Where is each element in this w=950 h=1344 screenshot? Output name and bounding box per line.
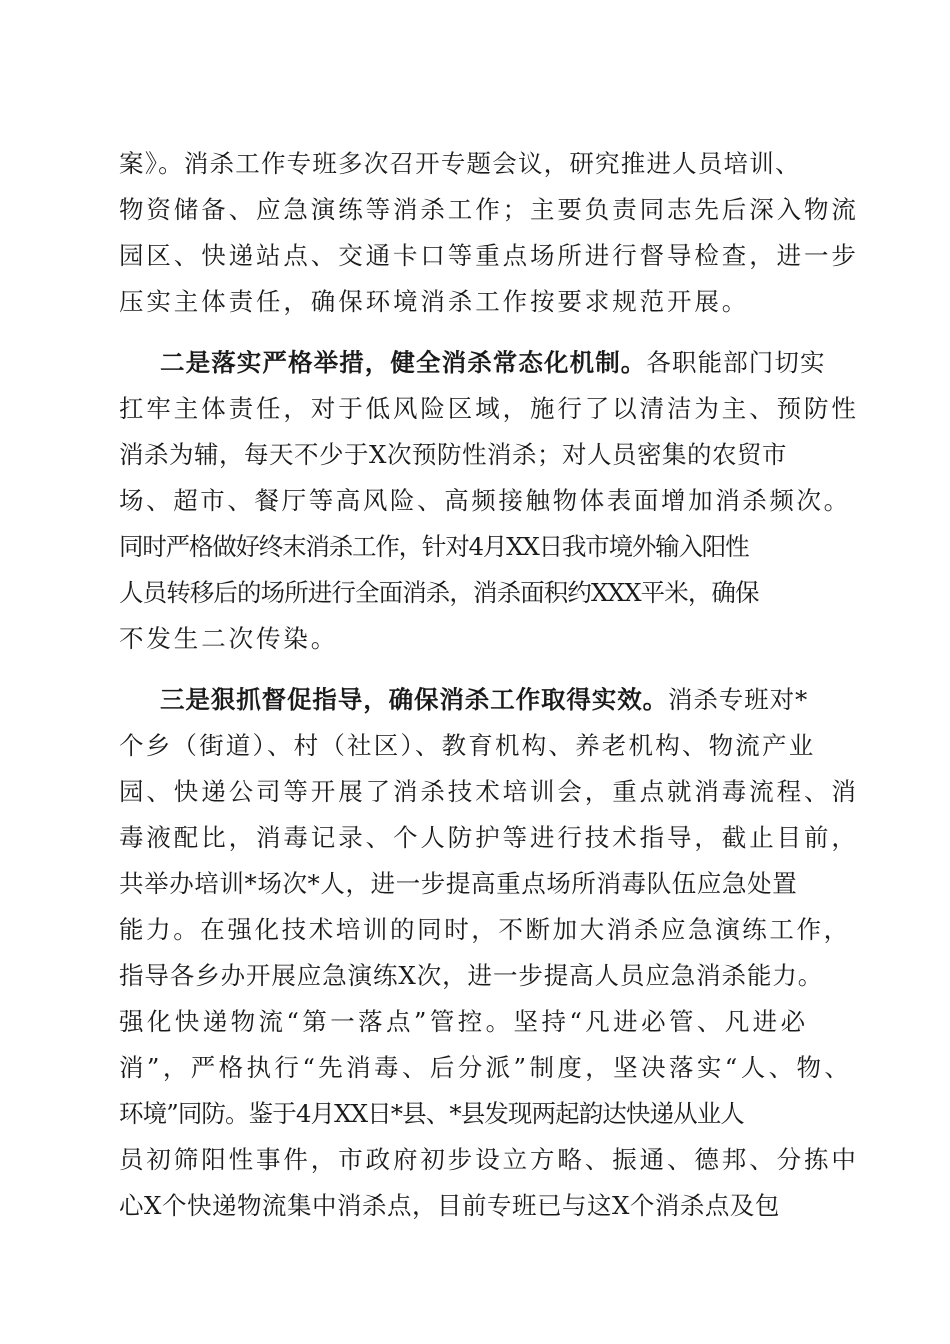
line-text: 共举办培训*场次*人，进一步提高重点场所消毒队伍应急处置 <box>119 869 798 898</box>
line-text: 指导各乡办开展应急演练X次，进一步提高人员应急消杀能力。 <box>119 961 824 990</box>
text-line <box>0 861 950 907</box>
line-text: 物资储备、应急演练等消杀工作；主要负责同志先后深入物流 <box>119 195 859 224</box>
text-line <box>0 386 950 432</box>
line-text: 案》。消杀工作专班多次召开专题会议，研究推进人员培训、 <box>119 149 801 178</box>
line-text: 园、快递公司等开展了消杀技术培训会，重点就消毒流程、消 <box>119 777 859 806</box>
text-line <box>0 907 950 953</box>
line-text: 扛牢主体责任，对于低风险区域，施行了以清洁为主、预防性 <box>119 394 859 423</box>
text-line <box>0 141 950 187</box>
line-text: 场、超市、餐厅等高风险、高频接触物体表面增加消杀频次。 <box>119 486 851 515</box>
text-line <box>0 340 950 386</box>
text-line <box>0 616 950 662</box>
line-text: 员初筛阳性事件，市政府初步设立方略、振通、德邦、分拣中 <box>119 1145 859 1174</box>
line-text: 园区、快递站点、交通卡口等重点场所进行督导检查，进一步 <box>119 241 859 270</box>
text-line <box>0 677 950 723</box>
text-line <box>0 233 950 279</box>
line-text: 消杀为辅，每天不少于X次预防性消杀；对人员密集的农贸市 <box>119 440 787 469</box>
text-line <box>0 769 950 815</box>
line-text: 个乡（街道）、村（社区）、教育机构、养老机构、物流产业 <box>119 731 816 760</box>
text-line <box>0 187 950 233</box>
text-line <box>0 432 950 478</box>
text-line <box>0 953 950 999</box>
line-text: 同时严格做好终末消杀工作，针对4月XX日我市境外输入阳性 <box>119 532 749 561</box>
text-line <box>0 478 950 524</box>
text-line <box>0 999 950 1045</box>
line-text: 消”，严格执行“先消毒、后分派”制度，坚决落实“人、物、 <box>119 1053 853 1082</box>
text-line <box>0 1045 950 1091</box>
text-line <box>0 279 950 325</box>
paragraph-lead-heading: 三是狠抓督促指导，确保消杀工作取得实效。 <box>160 685 668 714</box>
line-text: 消杀专班对* <box>668 685 809 714</box>
line-text: 各职能部门切实 <box>646 348 826 377</box>
line-text: 能力。在强化技术培训的同时，不断加大消杀应急演练工作， <box>119 915 851 944</box>
text-line <box>0 524 950 570</box>
text-line <box>0 1183 950 1229</box>
text-line <box>0 815 950 861</box>
paragraph-lead-heading: 二是落实严格举措，健全消杀常态化机制。 <box>160 348 647 377</box>
text-line <box>0 723 950 769</box>
line-text: 强化快递物流“第一落点”管控。坚持“凡进必管、凡进必 <box>119 1007 809 1036</box>
text-line <box>0 1091 950 1137</box>
line-text: 心X个快递物流集中消杀点，目前专班已与这X个消杀点及包 <box>119 1191 780 1220</box>
line-text: 毒液配比，消毒记录、个人防护等进行技术指导，截止目前， <box>119 823 859 852</box>
line-text: 不发生二次传染。 <box>119 624 339 653</box>
text-line <box>0 570 950 616</box>
line-text: 环境”同防。鉴于4月XX日*县、*县发现两起韵达快递从业人 <box>119 1099 744 1128</box>
line-text: 压实主体责任，确保环境消杀工作按要求规范开展。 <box>119 287 750 316</box>
text-line <box>0 1137 950 1183</box>
line-text: 人员转移后的场所进行全面消杀，消杀面积约XXX平米，确保 <box>119 578 759 607</box>
